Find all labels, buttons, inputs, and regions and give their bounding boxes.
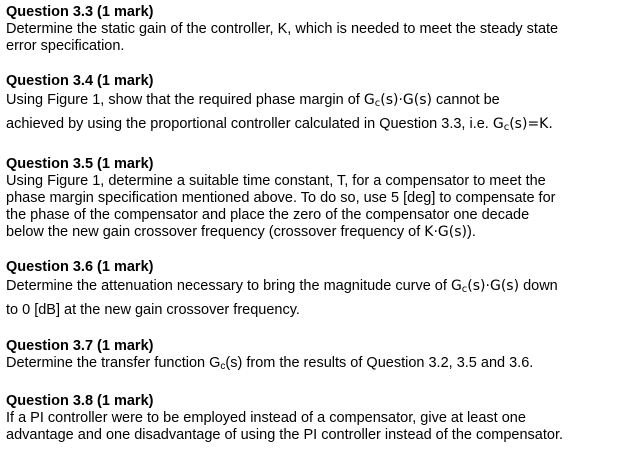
text-segment: ). [467,224,476,240]
subscript-c: c [374,98,381,109]
text-segment: Using Figure 1, show that the required phase margin of [6,92,360,108]
question-text-line: the phase of the compensator and place the zero of the compensator one decade [6,207,530,223]
question-3-7 [6,338,632,375]
question-text-line: If a PI controller were to be employed instead of a compensator, give at least one [6,410,526,426]
subscript-c: c [503,122,510,133]
question-heading: Question 3.3 (1 mark) [6,4,154,20]
math-expression: $G_c(s)=K$. [492,116,553,133]
question-text-line: Using Figure 1, determine a suitable time constant, T, for a compensator to meet the [6,173,546,189]
question-heading: Question 3.4 (1 mark) [6,73,154,89]
text-segment: achieved by using the proportional controller calculated in Question 3.3, i.e. [6,116,489,132]
question-text-line: Determine the static gain of the controller, K, which is needed to meet the steady state [6,21,559,37]
question-text-line: phase margin specification mentioned above. To do so, use 5 [deg] to compensate for [6,190,556,206]
question-heading: Question 3.6 (1 mark) [6,259,154,275]
question-text-line: Determine the transfer function $G_c(s)$ from the results of Question 3.2, 3.5 and 3.6. [6,355,534,372]
question-3-5 [6,156,632,241]
question-heading: Question 3.7 (1 mark) [6,338,154,354]
question-text-line: to 0 [dB] at the new gain crossover frequency. [6,302,300,318]
question-3-6 [6,259,632,320]
math-expression: $G_c(s)\cdot G(s)$ [450,278,520,295]
question-text-line [6,90,632,114]
question-sheet [6,4,632,462]
question-heading: Question 3.5 (1 mark) [6,156,154,172]
text-segment: Determine the attenuation necessary to bring the magnitude curve of [6,278,447,294]
question-3-4 [6,73,632,138]
question-3-3 [6,4,632,55]
question-text-line [6,224,632,241]
text-segment: below the new gain crossover frequency (crossover frequency of [6,224,421,240]
subscript-c: c [220,361,226,372]
question-text-line [6,276,632,300]
math-expression: $G_c(s)\cdot G(s)$ [363,92,432,109]
question-text-line: advantage and one disadvantage of using the PI controller instead of the compensator. [6,427,564,443]
question-3-8 [6,393,632,444]
text-segment: cannot be [436,92,500,108]
math-expression: K·G(s) [424,224,467,240]
question-text-line [6,114,632,138]
question-text-line: error specification. [6,38,125,54]
subscript-c: c [461,284,468,295]
text-segment: down [523,278,558,294]
question-heading: Question 3.8 (1 mark) [6,393,154,409]
